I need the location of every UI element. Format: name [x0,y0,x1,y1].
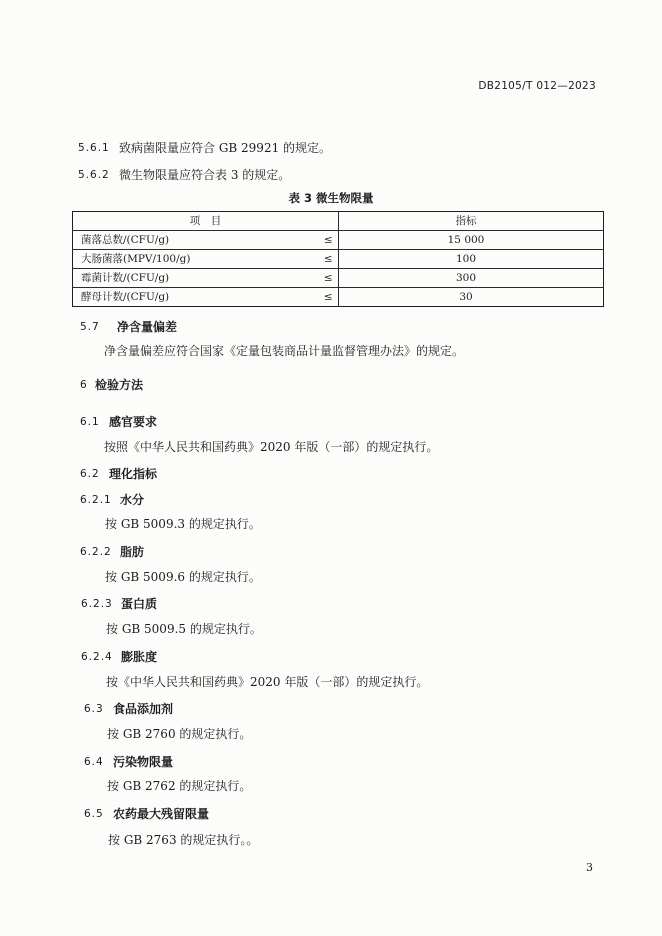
section-6-heading [0,377,662,393]
section-number: 5.7 [80,321,100,333]
header-value: 指标 [339,212,604,231]
row-value: 30 [339,288,604,307]
section-6-2-4-body [0,674,662,690]
section-title: 感官要求 [109,415,158,429]
section-body: 按 GB 5009.3 的规定执行。 [105,517,261,531]
row-item: 菌落总数/(CFU/g) [73,231,319,250]
section-title: 污染物限量 [113,755,174,769]
microbial-limits-table [72,211,604,307]
section-body: 按 GB 2762 的规定执行。 [107,779,252,793]
section-6-2-2-heading [0,544,662,560]
section-title: 蛋白质 [121,597,158,611]
row-item: 大肠菌落(MPV/100/g) [73,250,319,269]
section-title: 食品添加剂 [113,702,174,716]
section-6-1-body [0,439,662,455]
clause-number: 5.6.2 [78,169,110,181]
table-header-row [73,212,604,231]
section-6-5-heading [0,806,662,822]
section-title: 膨胀度 [121,650,158,664]
section-6-3-body [0,726,662,742]
section-body: 按 GB 2760 的规定执行。 [107,727,252,741]
row-operator: ≤ [319,250,339,269]
clause-text: 微生物限量应符合表 3 的规定。 [119,168,291,182]
section-title: 农药最大残留限量 [113,807,210,821]
section-6-4-heading [0,754,662,770]
section-5-7-body [0,343,662,359]
table-row [73,250,604,269]
section-body: 按 GB 2763 的规定执行。。 [108,833,259,847]
section-number: 6.4 [84,756,104,768]
section-6-2-2-body [0,569,662,585]
row-value: 300 [339,269,604,288]
row-value: 15 000 [339,231,604,250]
section-6-4-body [0,778,662,794]
section-number: 6.3 [84,703,104,715]
section-6-2-3-body [0,621,662,637]
section-number: 6 [80,379,88,391]
section-title: 理化指标 [109,467,158,481]
section-number: 6.5 [84,808,104,820]
section-6-1-heading [0,414,662,430]
clause-text: 致病菌限量应符合 GB 29921 的规定。 [119,141,332,155]
row-operator: ≤ [319,269,339,288]
row-operator: ≤ [319,288,339,307]
section-body: 按 GB 5009.6 的规定执行。 [105,570,261,584]
section-6-2-1-heading [0,492,662,508]
row-value: 100 [339,250,604,269]
section-title: 净含量偏差 [117,320,178,334]
table-row [73,288,604,307]
section-body: 净含量偏差应符合国家《定量包装商品计量监督管理办法》的规定。 [104,344,465,358]
section-number: 6.2 [80,468,100,480]
section-title: 检验方法 [95,378,144,392]
section-6-2-1-body [0,516,662,532]
section-body: 按 GB 5009.5 的规定执行。 [106,622,262,636]
section-6-5-body [0,832,662,848]
section-6-3-heading [0,701,662,717]
row-operator: ≤ [319,231,339,250]
section-5-7-heading [0,319,662,335]
table-caption: 表 3 微生物限量 [288,191,374,205]
section-number: 6.2.3 [81,598,113,610]
section-title: 水分 [120,493,145,507]
table-row [73,231,604,250]
row-item: 霉菌计数/(CFU/g) [73,269,319,288]
section-body: 按照《中华人民共和国药典》2020 年版（一部）的规定执行。 [104,440,439,454]
table-row [73,269,604,288]
header-item: 项 目 [189,215,222,227]
section-number: 6.2.1 [80,494,112,506]
section-6-2-4-heading [0,649,662,665]
row-item: 酵母计数/(CFU/g) [73,288,319,307]
section-6-2-3-heading [0,596,662,612]
section-number: 6.1 [80,416,100,428]
section-body: 按《中华人民共和国药典》2020 年版（一部）的规定执行。 [106,675,429,689]
section-number: 6.2.2 [80,546,112,558]
section-number: 6.2.4 [81,651,113,663]
clause-number: 5.6.1 [78,142,110,154]
section-title: 脂肪 [120,545,145,559]
document-code: DB2105/T 012—2023 [478,80,596,92]
clause-5-6-2 [0,167,662,183]
clause-5-6-1 [0,140,662,156]
page-number: 3 [586,861,593,874]
section-6-2-heading [0,466,662,482]
